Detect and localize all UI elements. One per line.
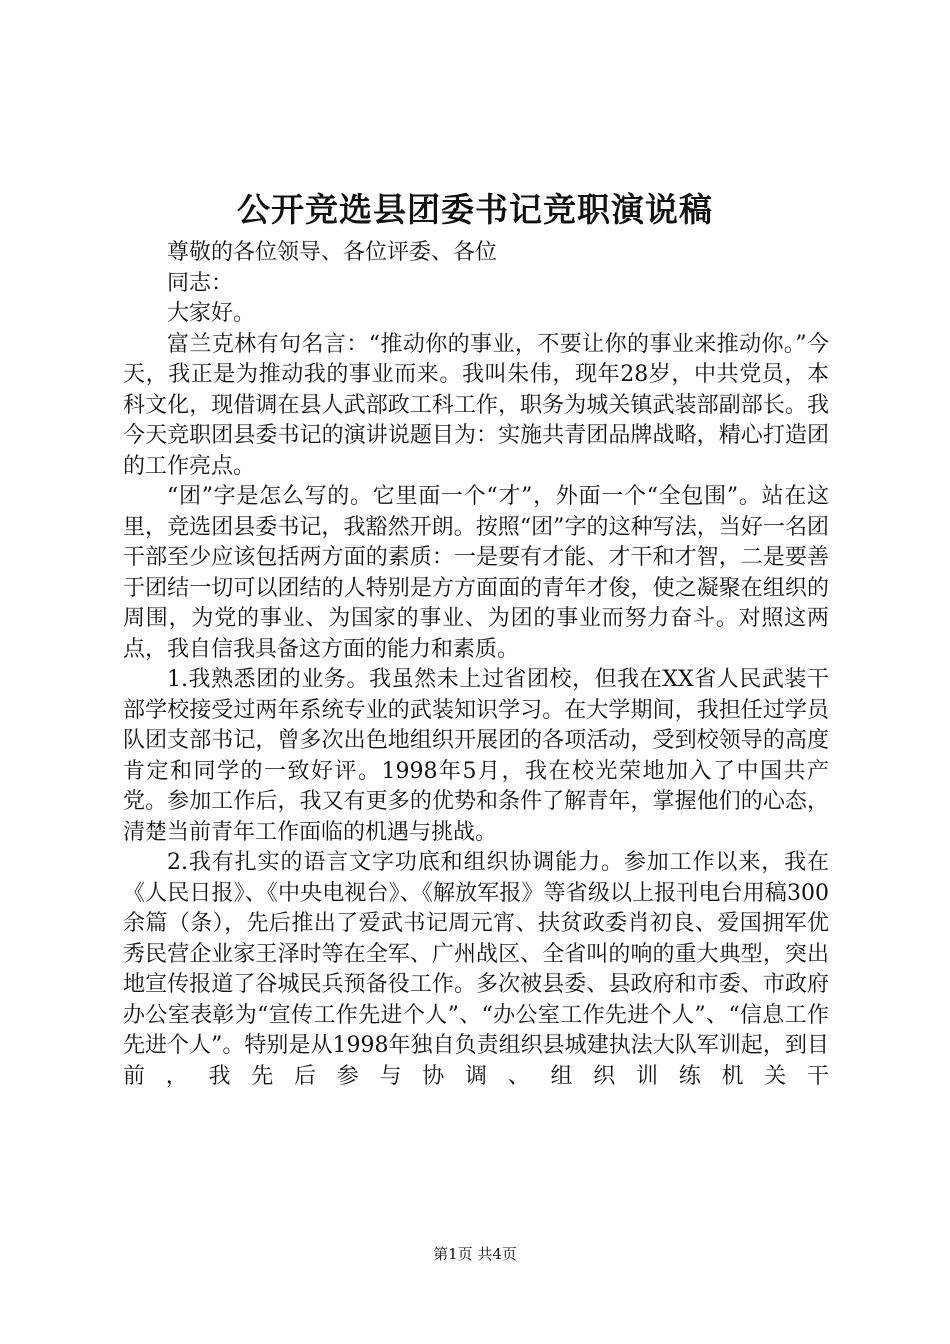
paragraph-franklin: 富兰克林有句名言：“推动你的事业，不要让你的事业来推动你。”今天，我正是为推动我的事业而来。我叫朱伟，现年28岁，中共党员，本科文化，现借调在县人武部政工科工作，职务为城关镇武装部副部长。我今天竞职团县委书记的演讲说题目为：实施共青团品牌战略，精心打造团的工作亮点。 bbox=[123, 331, 829, 479]
paragraph-point-2: 2.我有扎实的语言文字功底和组织协调能力。参加工作以来，我在《人民日报》、《中央电视台》、《解放军报》等省级以上报刊电台用稿300余篇（条），先后推出了爱武书记周元宵、扶贫政委肖初良、爱国拥军优秀民营企业家王泽时等在全军、广州战区、全省叫的响的重大典型，突出地宣传报道了谷城民兵预备役工作。多次被县委、县政府和市委、市政府办公室表彰为“宣传工作先进个人”、“办公室工作先进个人”、“信息工作先进个人”。特别是从1998年独自负责组织县城建执法大队军训起，到目前，我先后参与协调、组织训练机关干 bbox=[123, 850, 829, 1089]
page-footer: 第1页 共4页 bbox=[433, 1245, 517, 1263]
document-body bbox=[123, 238, 829, 1092]
paragraph-tuan-character: “团”字是怎么写的。它里面一个“才”，外面一个“全包围”。站在这里，竞选团县委书记，我豁然开朗。按照“团”字的这种写法，当好一名团干部至少应该包括两方面的素质：一是要有才能、才干和才智，二是要善于团结一切可以团结的人特别是方方面面的青年才俊，使之凝聚在组织的周围，为党的事业、为国家的事业、为团的事业而努力奋斗。对照这两点，我自信我具备这方面的能力和素质。 bbox=[123, 484, 830, 662]
paragraph-point-1: 1.我熟悉团的业务。我虽然未上过省团校，但我在XX省人民武装干部学校接受过两年系统专业的武装知识学习。在大学期间，我担任过学员队团支部书记，曾多次出色地组织开展团的各项活动，受到校领导的高度肯定和同学的一致好评。1998年5月，我在校光荣地加入了中国共产党。参加工作后，我又有更多的优势和条件了解青年，掌握他们的心态，清楚当前青年工作面临的机遇与挑战。 bbox=[123, 667, 829, 845]
salutation-line-2: 同志： bbox=[167, 270, 234, 296]
document-title: 公开竞选县团委书记竞职演说稿 bbox=[237, 190, 713, 229]
greeting: 大家好。 bbox=[167, 301, 256, 326]
salutation-line-1: 尊敬的各位领导、各位评委、各位 bbox=[167, 240, 498, 265]
